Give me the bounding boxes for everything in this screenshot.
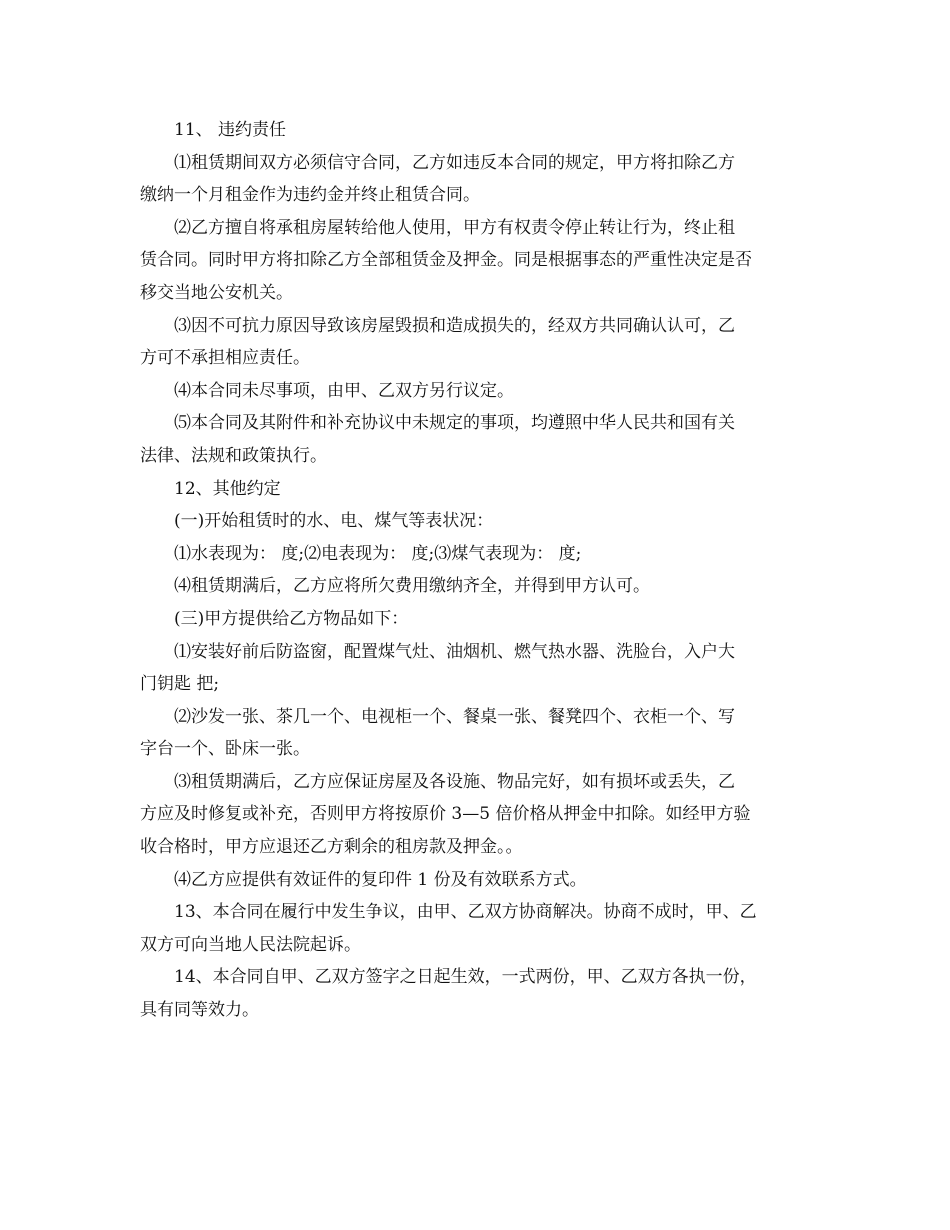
paragraph <box>140 766 815 864</box>
paragraph <box>140 701 815 766</box>
paragraph-first-line: ⑴安装好前后防盗窗，配置煤气灶、油烟机、燃气热水器、洗脸台，入户大 <box>174 641 735 662</box>
paragraph <box>140 896 815 961</box>
paragraph <box>140 636 815 701</box>
paragraph-line: 具有同等效力。 <box>140 1000 259 1021</box>
paragraph-first-line: ⑶因不可抗力原因导致该房屋毁损和造成损失的，经双方共同确认认可，乙 <box>174 315 735 336</box>
paragraph <box>140 961 815 1026</box>
paragraph-first-line: ⑶租赁期满后，乙方应保证房屋及各设施、物品完好，如有损坏或丢失，乙 <box>174 771 735 792</box>
paragraph-first-line: 14、本合同自甲、乙双方签字之日起生效，一式两份，甲、乙双方各执一份， <box>174 967 757 988</box>
paragraph-line: 收合格时，甲方应退还乙方剩余的租房款及押金。。 <box>140 837 523 858</box>
paragraph-line: 方可不承担相应责任。 <box>140 348 310 369</box>
paragraph-first-line: ⑷租赁期满后，乙方应将所欠费用缴纳齐全，并得到甲方认可。 <box>174 576 650 597</box>
paragraph <box>140 407 815 472</box>
paragraph-first-line: 13、本合同在履行中发生争议，由甲、乙双方协商解决。协商不成时，甲、乙 <box>174 902 757 923</box>
paragraph-first-line: 12、其他约定 <box>174 478 281 499</box>
paragraph-first-line: (三)甲方提供给乙方物品如下： <box>174 608 409 629</box>
document-body <box>140 114 815 1027</box>
paragraph <box>140 538 815 571</box>
paragraph-line: 赁合同。同时甲方将扣除乙方全部租赁金及押金。同是根据事态的严重性决定是否 <box>140 250 752 271</box>
paragraph-first-line: ⑴水表现为： 度;⑵电表现为： 度;⑶煤气表现为： 度; <box>174 543 582 564</box>
paragraph-line: 门钥匙 把; <box>140 674 220 695</box>
paragraph-first-line: ⑷本合同未尽事项，由甲、乙双方另行议定。 <box>174 380 514 401</box>
paragraph-first-line: ⑴租赁期间双方必须信守合同，乙方如违反本合同的规定，甲方将扣除乙方 <box>174 152 735 173</box>
paragraph <box>140 570 815 603</box>
paragraph-line: 双方可向当地人民法院起诉。 <box>140 934 361 955</box>
paragraph <box>140 505 815 538</box>
paragraph-line: 方应及时修复或补充，否则甲方将按原价 3—5 倍价格从押金中扣除。如经甲方验 <box>140 804 751 825</box>
paragraph-first-line: ⑷乙方应提供有效证件的复印件 1 份及有效联系方式。 <box>174 869 587 890</box>
paragraph-first-line: 11、 违约责任 <box>174 120 287 140</box>
paragraph-line: 移交当地公安机关。 <box>140 282 293 303</box>
paragraph-first-line: ⑸本合同及其附件和补充协议中未规定的事项，均遵照中华人民共和国有关 <box>174 413 735 434</box>
paragraph <box>140 603 815 636</box>
paragraph <box>140 310 815 375</box>
paragraph <box>140 864 815 897</box>
paragraph <box>140 473 815 506</box>
paragraph-line: 缴纳一个月租金作为违约金并终止租赁合同。 <box>140 185 480 206</box>
paragraph <box>140 375 815 408</box>
paragraph <box>140 147 815 212</box>
paragraph-first-line: ⑵沙发一张、茶几一个、电视柜一个、餐桌一张、餐凳四个、衣柜一个、写 <box>174 706 735 727</box>
paragraph-first-line: ⑵乙方擅自将承租房屋转给他人使用，甲方有权责令停止转让行为，终止租 <box>174 217 735 238</box>
paragraph <box>140 114 815 147</box>
paragraph <box>140 212 815 310</box>
paragraph-line: 法律、法规和政策执行。 <box>140 445 327 466</box>
paragraph-line: 字台一个、卧床一张。 <box>140 739 310 760</box>
paragraph-first-line: (一)开始租赁时的水、电、煤气等表状况： <box>174 511 494 532</box>
